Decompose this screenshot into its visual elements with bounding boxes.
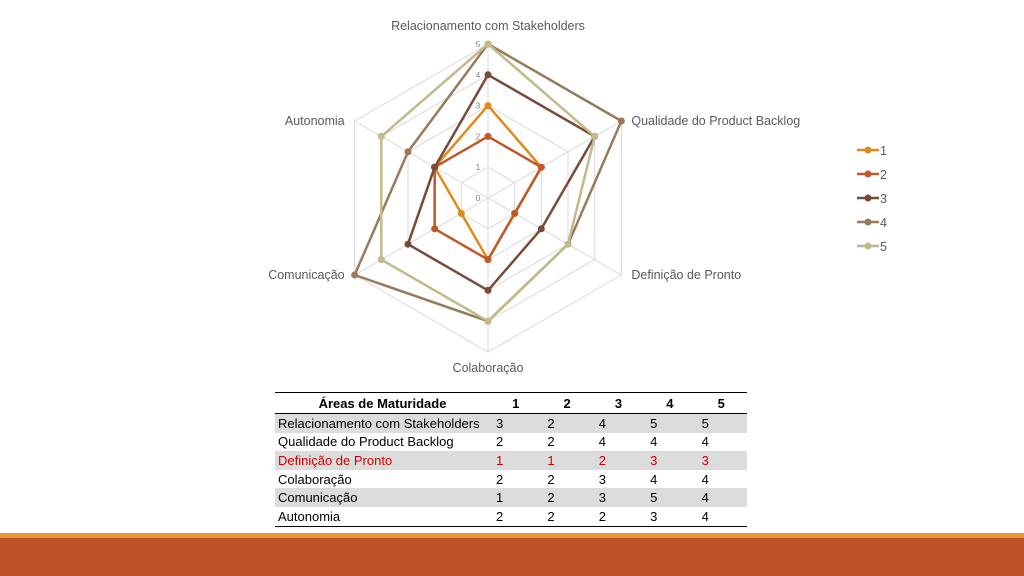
cell-value: 2 [593, 451, 644, 470]
cell-value: 4 [650, 471, 658, 487]
cell-value: 5 [644, 414, 695, 433]
tick-label: 1 [475, 163, 481, 173]
cell-value: 2 [490, 507, 541, 526]
data-point [431, 164, 438, 171]
cell-value: 2 [593, 507, 644, 526]
grid-spoke [488, 198, 621, 275]
maturity-table [275, 392, 747, 527]
axis-label: Colaboração [452, 361, 524, 375]
tick-label: 0 [475, 194, 481, 203]
legend-label: 4 [880, 216, 887, 230]
cell-value: 4 [696, 488, 747, 507]
data-point [431, 225, 438, 232]
data-point [485, 133, 492, 140]
tick-label: 2 [475, 132, 481, 142]
cell-value: 2 [547, 434, 555, 450]
cell-value: 4 [701, 434, 709, 450]
data-point [404, 148, 411, 155]
header-3: 3 [593, 393, 644, 414]
cell-value: 1 [541, 451, 592, 470]
cell-area: Qualidade do Product Backlog [278, 434, 454, 450]
cell-value: 4 [701, 471, 709, 487]
data-point [511, 210, 518, 217]
cell-value: 3 [644, 507, 695, 526]
cell-value: 5 [696, 414, 747, 433]
legend-marker [865, 195, 872, 202]
data-point [485, 102, 492, 109]
cell-value: 3 [593, 488, 644, 507]
cell-value: 1 [490, 488, 541, 507]
data-point [485, 318, 492, 325]
data-point [485, 256, 492, 263]
header-1: 1 [490, 393, 541, 414]
cell-area: Comunicação [275, 488, 490, 507]
data-point [591, 133, 598, 140]
data-point [485, 287, 492, 294]
cell-value: 4 [598, 434, 607, 450]
legend-marker [865, 147, 872, 154]
legend-label: 1 [880, 144, 887, 158]
legend-marker [865, 219, 872, 226]
cell-value: 3 [490, 414, 541, 433]
cell-value: 2 [541, 414, 592, 433]
legend-label: 3 [880, 192, 887, 206]
table-row [275, 414, 747, 433]
footer-band [0, 538, 1024, 576]
axis-label: Relacionamento com Stakeholders [391, 19, 585, 33]
legend-label: 5 [880, 240, 887, 254]
header-2: 2 [541, 393, 592, 414]
cell-area: Autonomia [275, 507, 490, 526]
header-areas: Áreas de Maturidade [275, 393, 490, 414]
grid-spoke [355, 198, 488, 275]
cell-area: Colaboração [278, 471, 352, 487]
cell-area: Relacionamento com Stakeholders [275, 414, 490, 433]
cell-value: 3 [696, 451, 747, 470]
radial-tick-labels [476, 40, 481, 203]
table-row [275, 488, 747, 507]
cell-value: 2 [541, 507, 592, 526]
header-5: 5 [696, 393, 747, 414]
data-point [404, 241, 411, 248]
data-point [538, 225, 545, 232]
data-point [485, 71, 492, 78]
legend-marker [865, 171, 872, 178]
cell-area: Definição de Pronto [275, 451, 490, 470]
data-point [565, 241, 572, 248]
table-header-row [275, 393, 747, 414]
axis-label: Qualidade do Product Backlog [631, 114, 801, 128]
data-point [378, 256, 385, 263]
cell-value: 3 [598, 471, 607, 487]
data-point [458, 210, 465, 217]
legend-label: 2 [880, 168, 887, 182]
axis-label: Autonomia [284, 114, 345, 128]
cell-value: 2 [547, 471, 555, 487]
header-4: 4 [644, 393, 695, 414]
data-point [351, 272, 358, 279]
table-row [275, 507, 747, 526]
table-row [275, 433, 747, 452]
axis-label: Definição de Pronto [631, 268, 742, 282]
data-point [538, 164, 545, 171]
table-row [275, 470, 747, 489]
cell-value: 4 [650, 434, 658, 450]
tick-label: 4 [475, 70, 481, 80]
cell-value: 1 [490, 451, 541, 470]
cell-value: 2 [496, 471, 504, 487]
cell-value: 3 [644, 451, 695, 470]
tick-label: 5 [475, 40, 481, 49]
grid-spoke [488, 121, 621, 198]
data-point [378, 133, 385, 140]
data-point [485, 41, 492, 48]
axis-labels [268, 19, 800, 375]
radar-grid [355, 44, 622, 352]
axis-label: Comunicação [268, 268, 345, 282]
data-point [618, 118, 625, 125]
legend [857, 144, 887, 254]
series-line [408, 75, 595, 291]
cell-value: 2 [541, 488, 592, 507]
tick-label: 3 [475, 101, 481, 111]
legend-marker [865, 243, 872, 250]
cell-value: 4 [593, 414, 644, 433]
cell-value: 5 [644, 488, 695, 507]
cell-value: 4 [696, 507, 747, 526]
table-row-highlighted [275, 451, 747, 470]
cell-value: 2 [496, 434, 504, 450]
